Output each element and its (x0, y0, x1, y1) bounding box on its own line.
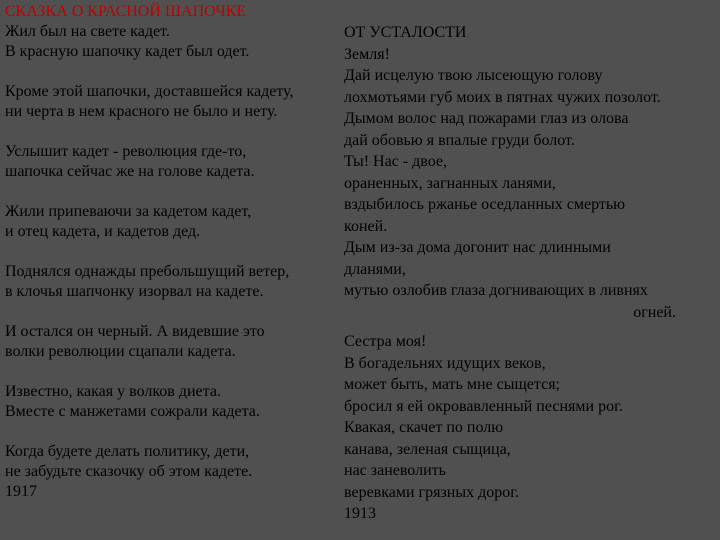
poem-line: В богадельнях идущих веков, (344, 354, 546, 372)
poem-year: 1913 (344, 505, 376, 522)
poem-line: Вместе с манжетами сожрали кадета. (5, 403, 260, 420)
poem-line: бросил я ей окровавленный песнями рог. (344, 397, 623, 415)
stanza (5, 442, 337, 502)
poem-line: и отец кадета, и кадетов дед. (5, 223, 201, 240)
stanza-gap (344, 323, 716, 331)
poem-line: может быть, мать мне сыщется; (344, 376, 560, 393)
poem-line: лохмотьями губ моих в пятнах чужих позолот. (344, 88, 661, 106)
right-poem-title: ОТ УСТАЛОСТИ (344, 24, 467, 41)
stanza (5, 382, 337, 422)
poem-line: Дымом волос над пожарами глаз из олова (344, 110, 629, 127)
stanza (5, 322, 337, 362)
poem-line: веревками грязных дорог. (344, 483, 519, 501)
poem-line: Квакая, скачет по полю (344, 419, 504, 436)
poem-line: Кроме этой шапочки, доставшейся кадету, (5, 83, 294, 100)
poem-line: И остался он черный. А видевшие это (5, 323, 265, 340)
poem-line: канава, зеленая сыщица, (344, 440, 511, 458)
poem-line: вздыбилось ржанье оседланных смертью (344, 196, 626, 213)
poem-line: шапочка сейчас же на голове кадета. (5, 163, 255, 180)
stanza (5, 22, 337, 62)
poem-line: Когда будете делать политику, дети, (5, 443, 250, 460)
poem-line: Жили припеваючи за кадетом кадет, (5, 203, 252, 220)
left-poem-title: СКАЗКА О КРАСНОЙ ШАПОЧКЕ (5, 3, 247, 20)
left-poem (5, 2, 337, 502)
poem-line: дланями, (344, 260, 406, 278)
poem-line: в клочья шапчонку изорвал на кадете. (5, 283, 264, 300)
poem-line: волки революции сцапали кадета. (5, 343, 236, 360)
poem-line: В красную шапочку кадет был одет. (5, 43, 250, 60)
poem-line: дай обовью я впалые груди болот. (344, 131, 575, 149)
poem-line: Поднялся однажды пребольшущий ветер, (5, 263, 290, 280)
poem-line: Дым из-за дома догонит нас длинными (344, 239, 611, 256)
stanza (5, 262, 337, 302)
poem-line: мутью озлобив глаза догнивающих в ливнях (344, 282, 648, 299)
stanza (5, 142, 337, 182)
poem-year: 1917 (5, 483, 37, 500)
poem-line: Сестра моя! (344, 333, 427, 350)
stanza (5, 202, 337, 242)
poem-line: Услышит кадет - революция где-то, (5, 143, 247, 160)
poem-line: Земля! (344, 45, 390, 63)
poem-line: Известно, какая у волков диета. (5, 383, 221, 400)
right-poem (344, 22, 716, 525)
poem-line: огней. (633, 303, 676, 321)
poem-line: Ты! Нас - двое, (344, 153, 448, 170)
poem-line: Дай исцелую твою лысеющую голову (344, 67, 603, 84)
poem-line: ни черта в нем красного не было и нету. (5, 103, 278, 120)
poem-line: Жил был на свете кадет. (5, 23, 170, 40)
poem-line: коней. (344, 217, 388, 235)
poem-line: нас заневолить (344, 462, 446, 479)
poem-line: ораненных, загнанных ланями, (344, 174, 556, 192)
poem-line: не забудьте сказочку об этом кадете. (5, 463, 253, 480)
stanza (5, 82, 337, 122)
